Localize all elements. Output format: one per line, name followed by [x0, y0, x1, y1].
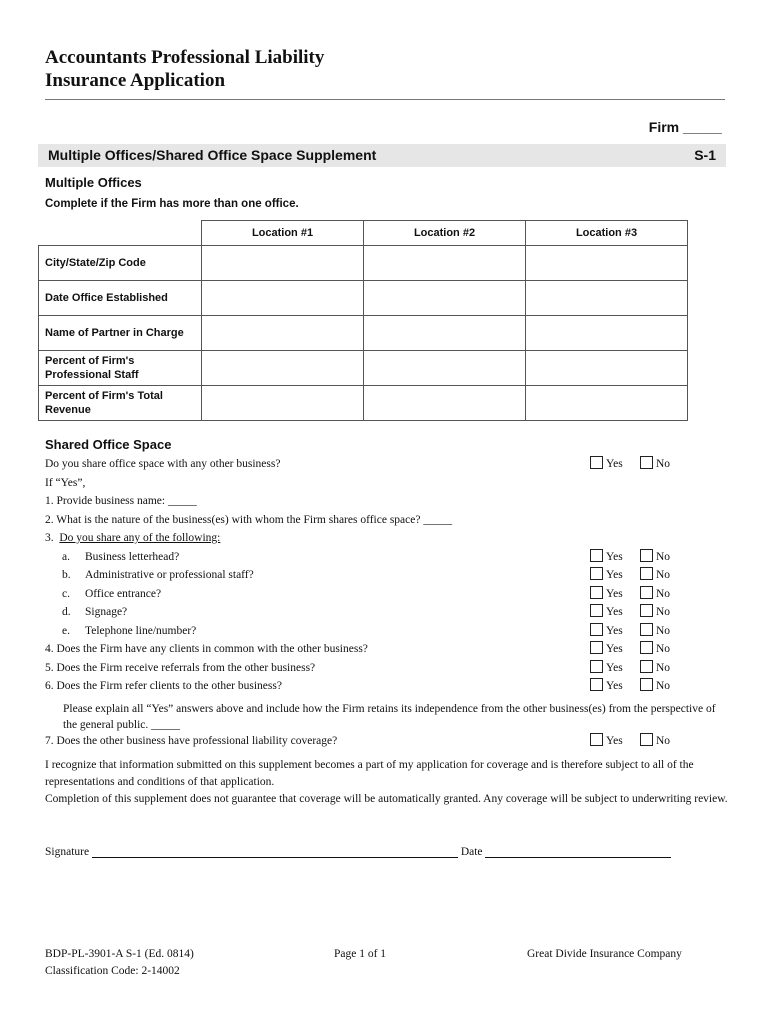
firm-input[interactable]: _____ — [683, 119, 722, 135]
no-checkbox[interactable] — [640, 623, 653, 636]
input-cell[interactable] — [202, 316, 364, 351]
no-checkbox[interactable] — [640, 641, 653, 654]
document-title — [45, 46, 324, 92]
column-header-location-2: Location #2 — [364, 221, 526, 246]
no-checkbox[interactable] — [640, 549, 653, 562]
column-header-location-1: Location #1 — [202, 221, 364, 246]
question-2-nature: 2. What is the nature of the business(es) with whom the Firm shares office space? _____ — [45, 513, 453, 526]
sub-text: Business letterhead? — [85, 550, 180, 563]
title-line-1: Accountants Professional Liability — [45, 47, 325, 68]
yes-label: Yes — [606, 680, 623, 692]
representation-statement: I recognize that information submitted on this supplement becomes a part of my application for coverage and is therefore subject to all of the representations and conditions of that application. — [45, 759, 694, 788]
yes-no-row — [590, 622, 670, 641]
form-id: BDP-PL-3901-A S-1 (Ed. 0814) — [45, 948, 194, 960]
yes-label: Yes — [606, 458, 623, 470]
column-header-location-3: Location #3 — [526, 221, 688, 246]
sub-letter: e. — [62, 624, 70, 637]
no-label: No — [656, 643, 671, 655]
question-3 — [45, 529, 585, 548]
question-1-business-name: 1. Provide business name: _____ — [45, 495, 197, 507]
no-label: No — [656, 735, 671, 747]
table-row — [39, 316, 688, 351]
yes-no-column — [590, 455, 670, 696]
sub-question-c — [45, 585, 585, 604]
header-rule — [45, 99, 725, 100]
no-checkbox[interactable] — [640, 678, 653, 691]
input-cell[interactable] — [202, 386, 364, 421]
input-cell[interactable] — [526, 316, 688, 351]
input-cell[interactable] — [202, 246, 364, 281]
no-checkbox[interactable] — [640, 660, 653, 673]
no-checkbox[interactable] — [640, 733, 653, 746]
company-name: Great Divide Insurance Company — [527, 948, 682, 960]
no-label: No — [656, 680, 671, 692]
sub-letter: b. — [62, 569, 71, 581]
sub-letter: c. — [62, 587, 70, 600]
yes-no-row — [590, 677, 670, 696]
no-checkbox[interactable] — [640, 604, 653, 617]
sub-question-e — [45, 622, 585, 641]
input-cell[interactable] — [364, 351, 526, 386]
row-label-city-state-zip: City/State/Zip Code — [39, 246, 202, 281]
row-label-percent-staff: Percent of Firm's Professional Staff — [39, 351, 202, 386]
yes-no-row — [590, 659, 670, 678]
question-3-text: Do you share any of the following: — [59, 532, 221, 544]
classification-code: Classification Code: 2-14002 — [45, 965, 180, 977]
no-label: No — [656, 458, 671, 470]
yes-no-row — [590, 732, 670, 751]
input-cell[interactable] — [526, 351, 688, 386]
section-title: Multiple Offices/Shared Office Space Supplement — [48, 147, 377, 163]
no-label: No — [656, 606, 671, 618]
no-label: No — [656, 624, 671, 637]
table-header-row — [39, 221, 688, 246]
yes-no-row — [590, 548, 670, 567]
date-label: Date — [460, 846, 483, 858]
yes-checkbox[interactable] — [590, 586, 603, 599]
questions-block — [45, 455, 585, 696]
no-label: No — [656, 569, 671, 581]
question-share-space: Do you share office space with any other business? — [45, 458, 281, 470]
question-7: 7. Does the other business have professional liability coverage? — [45, 735, 338, 747]
firm-label: Firm — [648, 119, 680, 135]
input-cell[interactable] — [364, 316, 526, 351]
table-row — [39, 386, 688, 421]
section-code: S-1 — [694, 147, 716, 163]
footer-form-info — [45, 946, 194, 980]
yes-checkbox[interactable] — [590, 660, 603, 673]
question-6: 6. Does the Firm refer clients to the other business? — [45, 680, 282, 692]
sub-text: Telephone line/number? — [85, 624, 197, 637]
section-header-bar — [38, 144, 726, 167]
sub-question-a — [45, 548, 585, 567]
input-cell[interactable] — [202, 351, 364, 386]
input-cell[interactable] — [526, 281, 688, 316]
multiple-offices-heading: Multiple Offices — [45, 175, 142, 190]
sub-letter: a. — [62, 550, 70, 563]
date-line[interactable] — [485, 845, 671, 858]
sub-text: Signage? — [85, 606, 128, 618]
title-line-2: Insurance Application — [45, 70, 226, 91]
row-label-partner-in-charge: Name of Partner in Charge — [39, 316, 202, 351]
yes-label: Yes — [606, 661, 623, 674]
sub-question-b — [45, 566, 585, 585]
yes-checkbox[interactable] — [590, 456, 603, 469]
yes-label: Yes — [606, 624, 623, 637]
yes-checkbox[interactable] — [590, 733, 603, 746]
signature-row — [45, 845, 671, 858]
multiple-offices-instruction: Complete if the Firm has more than one office. — [45, 198, 299, 210]
explain-instruction: Please explain all “Yes” answers above and include how the Firm retains its independence from the other business(es) from the perspective of the general public. _____ — [63, 703, 716, 731]
input-cell[interactable] — [364, 386, 526, 421]
table-corner — [39, 221, 202, 246]
yes-checkbox[interactable] — [590, 604, 603, 617]
if-yes-label: If “Yes”, — [45, 476, 86, 489]
yes-label: Yes — [606, 587, 623, 600]
question-3-number: 3. — [45, 532, 54, 544]
yes-label: Yes — [606, 550, 623, 563]
yes-checkbox[interactable] — [590, 641, 603, 654]
sub-text: Office entrance? — [85, 587, 162, 600]
input-cell[interactable] — [526, 246, 688, 281]
no-checkbox[interactable] — [640, 586, 653, 599]
yes-label: Yes — [606, 643, 623, 655]
no-label: No — [656, 550, 671, 563]
yes-no-row — [590, 603, 670, 622]
input-cell[interactable] — [364, 281, 526, 316]
signature-label: Signature — [45, 846, 90, 858]
firm-field — [649, 119, 725, 135]
yes-checkbox[interactable] — [590, 623, 603, 636]
no-checkbox[interactable] — [640, 567, 653, 580]
no-label: No — [656, 661, 671, 674]
question-5: 5. Does the Firm receive referrals from the other business? — [45, 661, 316, 674]
sub-letter: d. — [62, 606, 71, 618]
signature-line[interactable] — [92, 845, 458, 858]
input-cell[interactable] — [526, 386, 688, 421]
locations-table — [38, 220, 688, 421]
table-row — [39, 281, 688, 316]
question-4: 4. Does the Firm have any clients in common with the other business? — [45, 643, 368, 655]
sub-text: Administrative or professional staff? — [85, 569, 254, 581]
yes-checkbox[interactable] — [590, 678, 603, 691]
yes-checkbox[interactable] — [590, 549, 603, 562]
sub-question-d — [45, 603, 585, 622]
shared-office-heading: Shared Office Space — [45, 437, 172, 452]
input-cell[interactable] — [202, 281, 364, 316]
row-label-percent-revenue: Percent of Firm's Total Revenue — [39, 386, 202, 421]
coverage-disclaimer: Completion of this supplement does not guarantee that coverage will be automatically granted. Any coverage will be subject to underwriting review. — [45, 793, 728, 805]
yes-label: Yes — [606, 735, 623, 747]
row-label-date-established: Date Office Established — [39, 281, 202, 316]
table-row — [39, 351, 688, 386]
yes-checkbox[interactable] — [590, 567, 603, 580]
input-cell[interactable] — [364, 246, 526, 281]
yes-label: Yes — [606, 606, 623, 618]
no-label: No — [656, 587, 671, 600]
yes-no-row — [590, 566, 670, 585]
page-number: Page 1 of 1 — [334, 948, 387, 960]
yes-label: Yes — [606, 569, 623, 581]
no-checkbox[interactable] — [640, 456, 653, 469]
table-row — [39, 246, 688, 281]
yes-no-row — [590, 585, 670, 604]
yes-no-row — [590, 640, 670, 659]
yes-no-row — [590, 455, 670, 474]
